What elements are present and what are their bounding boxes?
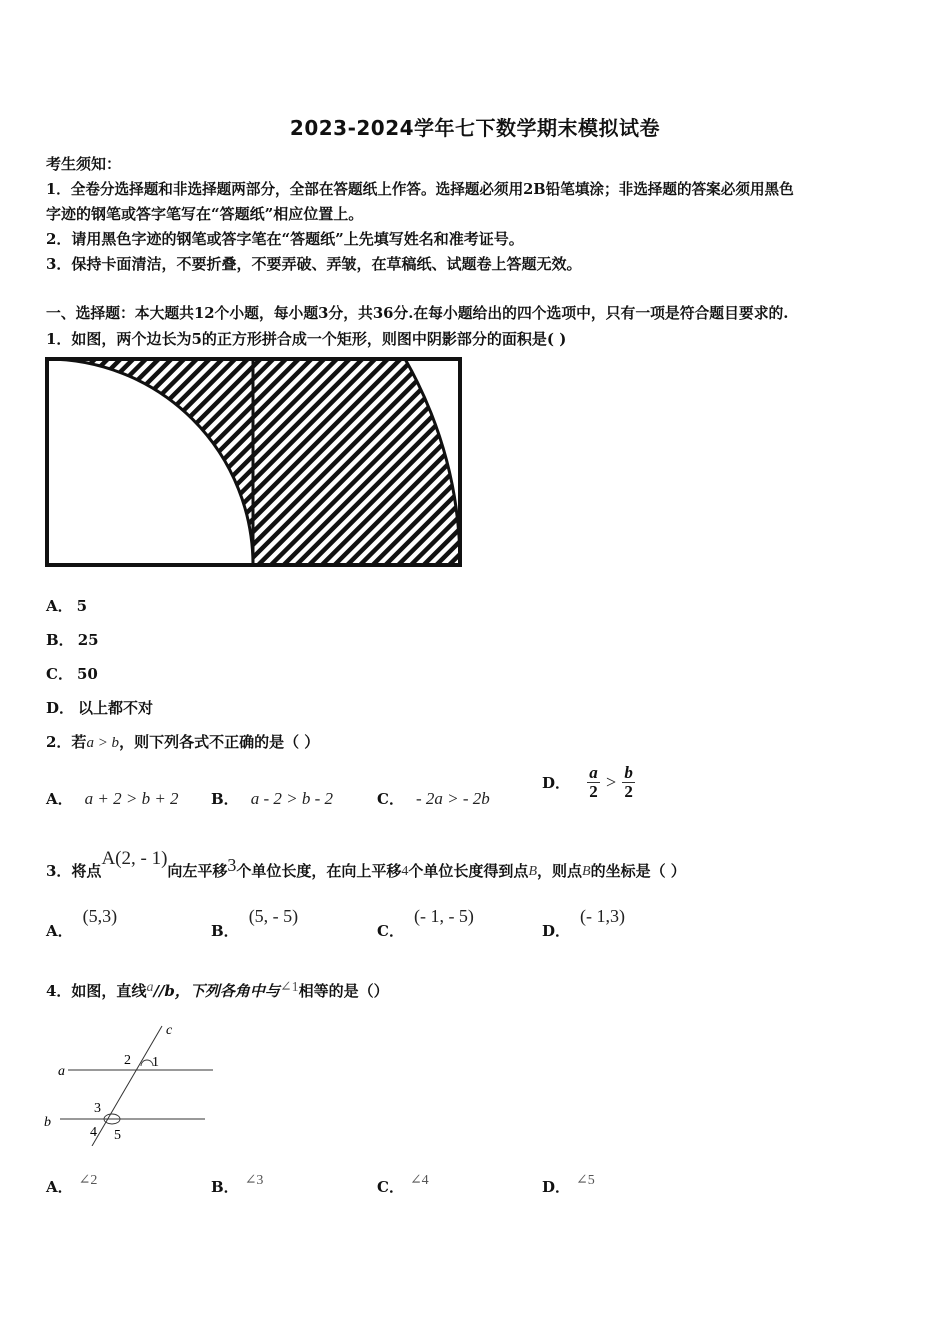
label-b: b	[44, 1115, 51, 1130]
notice-item-3: 3．保持卡面清洁，不要折叠，不要弄破、弄皱，在草稿纸、试题卷上答题无效。	[46, 255, 582, 273]
label-3: 3	[94, 1101, 101, 1116]
label-5: 5	[114, 1128, 121, 1143]
q1-option-c[interactable]: C． 50	[46, 665, 98, 683]
q2-option-c[interactable]: C． - 2a > - 2b	[377, 789, 490, 808]
q1-option-a[interactable]: A． 5	[46, 597, 88, 615]
fraction-a-over-2: $\frac{a}{2}$	[589, 763, 598, 801]
label-2: 2	[124, 1053, 131, 1068]
q4-option-d[interactable]: D． ∠5	[542, 1173, 595, 1196]
q1-option-b[interactable]: B． 25	[46, 631, 99, 649]
label-4: 4	[90, 1125, 97, 1140]
fraction-b-over-2: $\frac{b}{2}$	[624, 763, 633, 801]
page-title: 2023-2024学年七下数学期末模拟试卷	[289, 116, 661, 140]
notice-item-2: 2．请用黑色字迹的钢笔或答字笔在“答题纸”上先填写姓名和准考证号。	[46, 230, 524, 248]
q1-figure	[44, 356, 464, 570]
q2-stem: 2．若a > b，则下列各式不正确的是（ ）	[46, 733, 320, 751]
label-1: 1	[152, 1055, 159, 1070]
line-c	[92, 1026, 162, 1146]
label-c: c	[166, 1023, 173, 1038]
q4-stem: 4．如图，直线a//b，下列各角中与∠1相等的是（）	[46, 980, 389, 1000]
q1-option-d[interactable]: D． 以上都不对	[46, 699, 154, 717]
q4-option-a[interactable]: A． ∠2	[46, 1173, 98, 1196]
notice-item-1: 1．全卷分选择题和非选择题两部分，全部在答题纸上作答。选择题必须用2B铅笔填涂；非选择题的答案必须用黑色	[46, 181, 794, 198]
q3-option-b[interactable]: B．(5, - 5)	[211, 906, 299, 940]
section-heading: 一、选择题：本大题共12个小题，每小题3分，共36分.在每小题给出的四个选项中，只有一项是符合题目要求的.	[46, 305, 789, 322]
q2-option-d[interactable]: D． $\frac{a}{2}$ > $\frac{b}{2}$	[542, 763, 633, 801]
q4-option-b[interactable]: B． ∠3	[211, 1173, 264, 1196]
q4-figure	[40, 1018, 220, 1146]
q3-option-a[interactable]: A．(5,3)	[46, 906, 118, 940]
notice-heading: 考生须知：	[46, 155, 122, 173]
q1-stem: 1．如图，两个边长为5的正方形拼合成一个矩形，则图中阴影部分的面积是( )	[46, 330, 567, 348]
q3-stem: 3．将点A(2, - 1)向左平移3个单位长度，在向上平移4个单位长度得到点B，则点B的坐标是（ ）	[46, 848, 686, 880]
q4-option-c[interactable]: C． ∠4	[377, 1173, 429, 1196]
label-a: a	[58, 1064, 65, 1079]
q3-option-c[interactable]: C．(- 1, - 5)	[377, 906, 474, 940]
q2-option-a[interactable]: A． a + 2 > b + 2	[46, 789, 179, 808]
q2-option-b[interactable]: B． a - 2 > b - 2	[211, 789, 333, 808]
q3-option-d[interactable]: D．(- 1,3)	[542, 906, 625, 940]
notice-item-1-cont: 字迹的钢笔或答字笔写在“答题纸”相应位置上。	[46, 205, 364, 223]
